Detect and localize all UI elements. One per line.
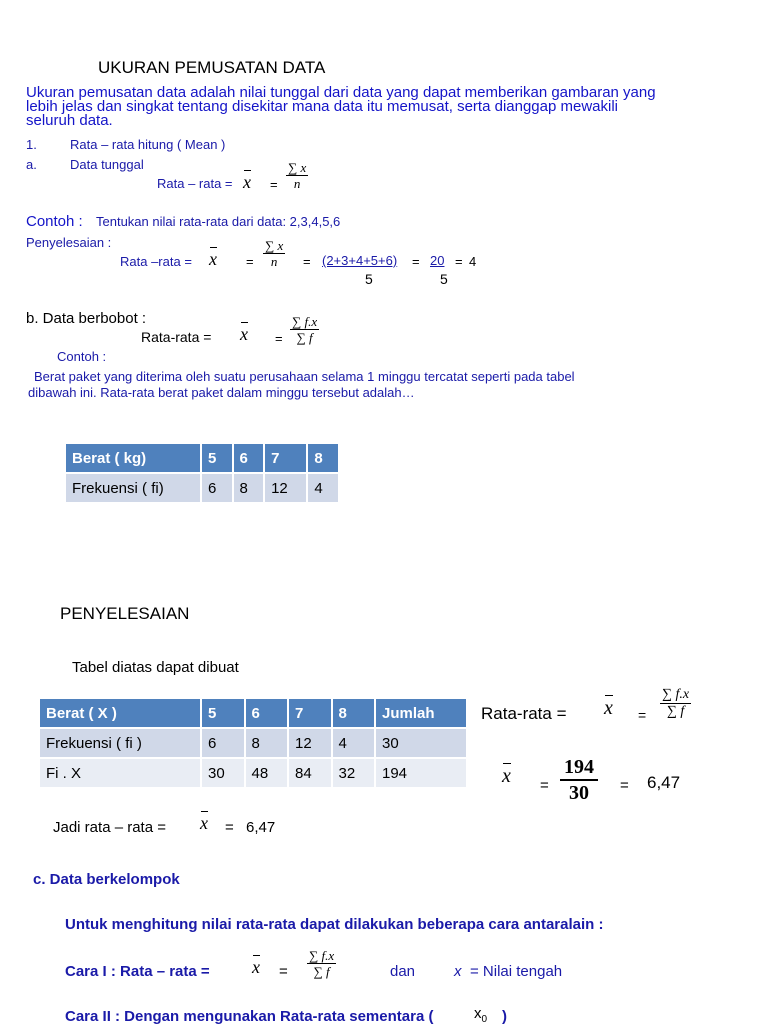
right-calc-fraction bbox=[560, 757, 598, 803]
intro-line-3: seluruh data. bbox=[26, 112, 113, 129]
table-2-header-cell: 7 bbox=[288, 698, 332, 728]
item-b-equals: = bbox=[275, 331, 283, 346]
conclusion-xbar: x bbox=[200, 813, 208, 833]
cara-2-text: Cara II : Dengan mengunakan Rata-rata sementara ( bbox=[65, 1008, 434, 1025]
cara-1-fraction bbox=[307, 949, 336, 978]
calc-1-equals-4: = bbox=[455, 254, 463, 269]
right-formula-denominator: ∑ f bbox=[666, 704, 685, 719]
table-2-cell: 6 bbox=[201, 728, 245, 758]
cara-2-subscript: 0 bbox=[481, 1014, 488, 1025]
right-formula-label: Rata-rata = bbox=[481, 704, 567, 723]
calc-1-xbar: x bbox=[209, 249, 217, 269]
formula-a-fraction bbox=[286, 161, 308, 190]
calc-1-fraction bbox=[263, 239, 285, 268]
table-2-row bbox=[39, 758, 467, 788]
table-2-cell: 48 bbox=[245, 758, 289, 788]
problem-line-1: Berat paket yang diterima oleh suatu perusahaan selama 1 minggu tercatat seperti pada tabel bbox=[34, 369, 575, 384]
calc-1-denominator-5a: 5 bbox=[365, 271, 373, 287]
right-formula-equals: = bbox=[638, 707, 647, 723]
table-1-header-cell: 5 bbox=[201, 443, 233, 473]
table-2-cell: 4 bbox=[332, 728, 376, 758]
item-a-text: Data tunggal bbox=[70, 157, 144, 172]
right-calc-numerator: 194 bbox=[560, 757, 598, 781]
cara-1-equals: = bbox=[279, 963, 288, 980]
item-b-heading: b. Data berbobot : bbox=[26, 310, 147, 327]
right-calc-denominator: 30 bbox=[569, 782, 589, 804]
item-a-number: a. bbox=[26, 157, 37, 172]
right-calc-xbar: x bbox=[502, 765, 511, 787]
table-1-cell: 8 bbox=[233, 473, 265, 503]
calc-1-equals-3: = bbox=[412, 254, 420, 269]
item-c-heading: c. Data berkelompok bbox=[33, 871, 180, 888]
cara-2-close: ) bbox=[502, 1008, 507, 1025]
contoh-1-label: Contoh : bbox=[26, 213, 83, 230]
table-1 bbox=[64, 442, 340, 504]
calc-1-denominator-5b: 5 bbox=[440, 271, 448, 287]
contoh-2-label: Contoh : bbox=[57, 349, 107, 364]
calc-1-sum-expression: (2+3+4+5+6) bbox=[322, 253, 398, 268]
cara-1-denominator: ∑ f bbox=[313, 964, 330, 979]
table-2-cell: 12 bbox=[288, 728, 332, 758]
table-2-header-cell: 5 bbox=[201, 698, 245, 728]
cara-1-x-symbol: x bbox=[454, 963, 462, 980]
cara-1-label: Cara I : Rata – rata = bbox=[65, 963, 210, 980]
table-2-row-label: Frekuensi ( fi ) bbox=[39, 728, 201, 758]
calc-1-label: Rata –rata = bbox=[120, 254, 192, 269]
item-c-description: Untuk menghitung nilai rata-rata dapat dilakukan beberapa cara antaralain : bbox=[65, 916, 604, 933]
right-calc-result: 6,47 bbox=[647, 773, 681, 792]
cara-1-xbar: x bbox=[252, 957, 260, 977]
item-1-number: 1. bbox=[26, 137, 37, 152]
formula-a-numerator: ∑ x bbox=[288, 160, 307, 175]
conclusion-result: 6,47 bbox=[246, 819, 276, 836]
right-calc-equals-2: = bbox=[620, 777, 629, 794]
table-1-header-label: Berat ( kg) bbox=[65, 443, 201, 473]
item-b-xbar: x bbox=[240, 324, 248, 344]
cara-2-x: x bbox=[474, 1005, 482, 1022]
table-2-cell: 30 bbox=[201, 758, 245, 788]
calc-1-twenty: 20 bbox=[430, 253, 445, 268]
conclusion-equals: = bbox=[225, 819, 234, 836]
table-1-cell: 4 bbox=[307, 473, 339, 503]
tabel-note: Tabel diatas dapat dibuat bbox=[72, 659, 239, 676]
table-2-row bbox=[39, 728, 467, 758]
right-calc-equals-1: = bbox=[540, 777, 549, 794]
page-title: UKURAN PEMUSATAN DATA bbox=[98, 58, 326, 77]
cara-2-x0 bbox=[474, 1005, 487, 1025]
calc-1-denominator: n bbox=[270, 254, 278, 269]
calc-1-numerator: ∑ x bbox=[265, 238, 284, 253]
table-2-cell: 32 bbox=[332, 758, 376, 788]
table-2-header-jumlah: Jumlah bbox=[375, 698, 467, 728]
penyelesaian-1-label: Penyelesaian : bbox=[26, 235, 112, 250]
contoh-1-text: Tentukan nilai rata-rata dari data: 2,3,4,5,6 bbox=[96, 214, 341, 229]
table-1-cell: 12 bbox=[264, 473, 307, 503]
item-b-denominator: ∑ f bbox=[296, 330, 313, 345]
conclusion-label: Jadi rata – rata = bbox=[53, 819, 166, 836]
problem-line-2: dibawah ini. Rata-rata berat paket dalam minggu tersebut adalah… bbox=[28, 385, 415, 400]
formula-a-label: Rata – rata = bbox=[157, 176, 233, 191]
table-1-row bbox=[65, 473, 339, 503]
intro-line-1: Ukuran pemusatan data adalah nilai tunggal dari data yang dapat memberikan gambaran yang bbox=[26, 84, 656, 101]
formula-a-equals: = bbox=[270, 177, 278, 192]
item-b-label: Rata-rata = bbox=[141, 329, 212, 345]
table-2-row-label: Fi . X bbox=[39, 758, 201, 788]
calc-1-result: 4 bbox=[469, 254, 477, 269]
table-2-cell: 8 bbox=[245, 728, 289, 758]
table-1-row-label: Frekuensi ( fi) bbox=[65, 473, 201, 503]
cara-1-dan: dan bbox=[390, 963, 416, 980]
right-formula-fraction bbox=[660, 688, 691, 719]
table-1-cell: 6 bbox=[201, 473, 233, 503]
formula-a-denominator: n bbox=[293, 176, 301, 191]
penyelesaian-2-heading: PENYELESAIAN bbox=[60, 604, 190, 623]
table-2-cell: 194 bbox=[375, 758, 467, 788]
table-2-header-cell: 8 bbox=[332, 698, 376, 728]
table-2-header-cell: 6 bbox=[245, 698, 289, 728]
table-2-header-row bbox=[39, 698, 467, 728]
table-2 bbox=[38, 697, 468, 789]
table-1-header-cell: 8 bbox=[307, 443, 339, 473]
cara-1-numerator: ∑ f.x bbox=[309, 948, 335, 963]
cara-1-nilai-tengah: = Nilai tengah bbox=[470, 963, 563, 980]
item-1-text: Rata – rata hitung ( Mean ) bbox=[70, 137, 226, 152]
right-formula-numerator: ∑ f.x bbox=[662, 687, 690, 702]
calc-1-equals-2: = bbox=[303, 254, 311, 269]
problem-text bbox=[28, 369, 575, 401]
formula-a-xbar: x bbox=[243, 172, 251, 192]
table-1-header-cell: 7 bbox=[264, 443, 307, 473]
table-1-header-cell: 6 bbox=[233, 443, 265, 473]
intro-line-2: lebih jelas dan singkat tentang disekitar mana data itu memusat, serta dianggap mewakili bbox=[26, 98, 619, 115]
calc-1-equals-1: = bbox=[246, 254, 254, 269]
right-formula-xbar: x bbox=[604, 697, 613, 719]
intro-paragraph bbox=[26, 86, 656, 128]
item-b-numerator: ∑ f.x bbox=[292, 314, 318, 329]
table-2-cell: 84 bbox=[288, 758, 332, 788]
table-2-header-label: Berat ( X ) bbox=[39, 698, 201, 728]
table-2-cell: 30 bbox=[375, 728, 467, 758]
table-1-header-row bbox=[65, 443, 339, 473]
item-b-fraction bbox=[290, 315, 319, 344]
